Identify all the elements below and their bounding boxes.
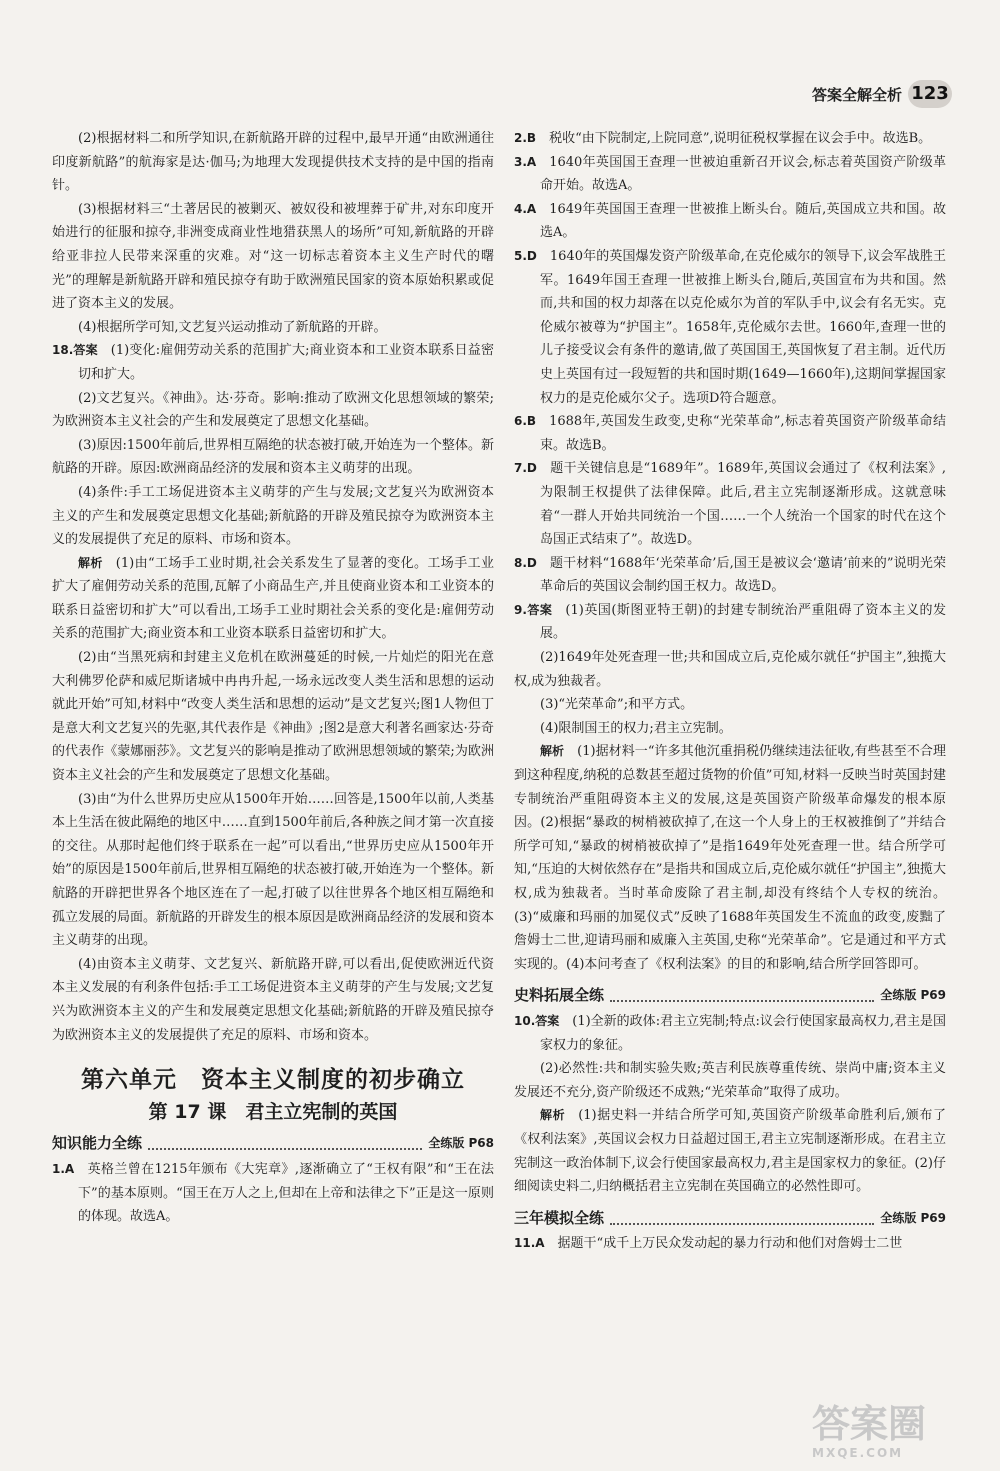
- q6-answer: [514, 410, 946, 457]
- dotted-leader: [148, 1138, 422, 1150]
- q9-answer-1: [514, 599, 946, 646]
- q3-text: 1640年英国国王查理一世被迫重新召开议会,标志着英国资产阶级革命开始。故选A。: [540, 154, 946, 194]
- q4-text: 1649年英国国王查理一世被推上断头台。随后,英国成立共和国。故选A。: [540, 201, 946, 241]
- q8-answer: [514, 552, 946, 599]
- section-title: 史料拓展全练: [514, 986, 605, 1005]
- q5-number: 5.D: [514, 248, 537, 263]
- q4-answer: [514, 198, 946, 245]
- q10-answer-2: (2)必然性:共和制实验失败;英吉利民族尊重传统、崇尚中庸;资本主义发展还不充分,资产阶级还不成熟;“光荣革命”取得了成功。: [514, 1061, 946, 1100]
- q18-explain-1-text: (1)由“工场手工业时期,社会关系发生了显著的变化。工场手工业扩大了雇佣劳动关系的范围,瓦解了小商品生产,并且使商业资本和工业资本的联系日益密切和扩大”可以看出,工场手工业时期社会关系的变化是:雇佣劳动关系的范围扩大;商业资本和工业资本联系日益密切和扩大。: [52, 555, 494, 642]
- q17-part2: (2)根据材料二和所学知识,在新航路开辟的过程中,最早开通“由欧洲通往印度新航路”的航海家是达·伽马;为地理大发现提供技术支持的是中国的指南针。: [52, 131, 494, 194]
- dotted-leader: [610, 1213, 874, 1225]
- q18-explain-label: 解析: [78, 555, 103, 570]
- q7-text: 题干关键信息是“1689年”。1689年,英国议会通过了《权利法案》,为限制王权提供了法律保障。此后,君主立宪制逐渐形成。这就意味着“一群人开始共同统治一个国……一个人统治一个国家的时代在这个岛国正式结束了”。故选D。: [540, 461, 946, 548]
- q18-explain-4: (4)由资本主义萌芽、文艺复兴、新航路开辟,可以看出,促使欧洲近代资本主义发展的有利条件包括:手工工场促进资本主义萌芽的产生与发展;文艺复兴为欧洲资本主义的产生和发展奠定思想文化基础;新航路的开辟及殖民掠夺为欧洲资本主义的发展提供了充足的原料、市场和资本。: [52, 956, 494, 1043]
- q17-part3: (3)根据材料三“土著居民的被剿灭、被奴役和被埋葬于矿井,对东印度开始进行的征服和掠夺,非洲变成商业性地猎获黑人的场所”可知,新航路的开辟给亚非拉人民带来深重的灾难。对“这一切标志着资本主义生产时代的曙光”的理解是新航路开辟和殖民掠夺有助于欧洲殖民国家的资本原始积累或促进了资本主义的发展。: [52, 201, 494, 312]
- q3-number: 3.A: [514, 154, 537, 169]
- q18-answer-4: (4)条件:手工工场促进资本主义萌芽的产生与发展;文艺复兴为欧洲资本主义的产生和发展奠定思想文化基础;新航路的开辟及殖民掠夺为欧洲资本主义的发展提供了充足的原料、市场和资本。: [52, 484, 494, 548]
- q4-number: 4.A: [514, 201, 537, 216]
- q6-number: 6.B: [514, 414, 537, 429]
- q11-answer: [514, 1232, 946, 1256]
- q2-answer: [514, 127, 946, 151]
- q10-number: 10.答案: [514, 1013, 560, 1028]
- q18-explain-2: (2)由“当黑死病和封建主义危机在欧洲蔓延的时候,一片灿烂的阳光在意大利佛罗伦萨和威尼斯诸城中冉冉升起,一场永远改变人类生活和思想的运动就此开始”可知,材料中“改变人类生活和思想的运动”是文艺复兴;图1人物但丁是意大利文艺复兴的先驱,其代表作是《神曲》;图2是意大利著名画家达·芬奇的代表作《蒙娜丽莎》。文艺复兴的影响是推动了欧洲思想领域的繁荣;为欧洲资本主义社会的产生和发展奠定了思想文化基础。: [52, 650, 494, 784]
- q10-explain: [514, 1104, 946, 1198]
- q18-number: 18.答案: [52, 343, 98, 358]
- lesson-title: 第 17 课 君主立宪制的英国: [148, 1100, 398, 1123]
- q9-explain-text: (1)据材料一“许多其他沉重捐税仍继续违法征收,有些甚至不合理到这种程度,纳税的总数甚至超过货物的价值”可知,材料一反映当时英国封建专制统治严重阻碍资本主义的发展,这是英国资产阶级革命爆发的根本原因。(2)根据“暴政的树梢被砍掉了,在这一个人身上的王权被推倒了”并结合所学可知,“暴政的树梢被砍掉了”是指1649年处死查理一世。结合所学可知,“压迫的大树依然存在”是指共和国成立后,克伦威尔就任“护国主”,独揽大权,成为独裁者。当时革命废除了君主制,却没有终结个人专权的统治。(3)“威廉和玛丽的加冕仪式”反映了1688年英国发生不流血的政变,废黜了詹姆士二世,迎请玛丽和威廉入主英国,史称“光荣革命”。它是通过和平方式实现的。(4)本问考查了《权利法案》的目的和影响,结合所学回答即可。: [514, 744, 946, 972]
- q10-explain-label: 解析: [540, 1108, 566, 1123]
- q3-answer: [514, 151, 946, 198]
- q9-number: 9.答案: [514, 602, 553, 617]
- q5-answer: [514, 245, 946, 410]
- q1-answer: [52, 1158, 494, 1229]
- q9-answer-1-text: (1)英国(斯图亚特王朝)的封建专制统治严重阻碍了资本主义的发展。: [540, 602, 946, 642]
- section-header-knowledge: [52, 1132, 494, 1156]
- section-title: 三年模拟全练: [514, 1208, 605, 1227]
- q6-text: 1688年,英国发生政变,史称“光荣革命”,标志着英国资产阶级革命结束。故选B。: [540, 414, 946, 453]
- q18-answer-1-text: (1)变化:雇佣劳动关系的范围扩大;商业资本和工业资本联系日益密切和扩大。: [78, 343, 494, 382]
- right-column: [514, 127, 946, 1256]
- q9-explain: [514, 740, 946, 976]
- header-title: 答案全解全析: [812, 85, 903, 104]
- q7-number: 7.D: [514, 461, 537, 476]
- q18-answer-1: [52, 339, 494, 386]
- q7-answer: [514, 457, 946, 551]
- q10-answer-1: [514, 1010, 946, 1057]
- q1-text: 英格兰曾在1215年颁布《大宪章》,逐渐确立了“王权有限”和“王在法下”的基本原则。“国王在万人之上,但却在上帝和法律之下”正是这一原则的体现。故选A。: [78, 1161, 494, 1225]
- watermark-main: 答案圈: [812, 1402, 927, 1446]
- q2-number: 2.B: [514, 131, 537, 145]
- q10-answer-1-text: (1)全新的政体:君主立宪制;特点:议会行使国家最高权力,君主是国家权力的象征。: [540, 1013, 946, 1053]
- q2-text: 税收“由下院制定,上院同意”,说明征税权掌握在议会手中。故选B。: [549, 131, 932, 146]
- q10-explain-text: (1)据史料一并结合所学可知,英国资产阶级革命胜利后,颁布了《权利法案》,英国议会权力日益超过国王,君主立宪制逐渐形成。在君主立宪制这一政治体制下,议会行使国家最高权力,君主是国家权力的象征。(2)仔细阅读史料二,归纳概括君主立宪制在英国确立的必然性即可。: [514, 1108, 946, 1195]
- q8-text: 题干材料“1688年‘光荣革命’后,国王是被议会‘邀请’前来的”说明光荣革命后的英国议会制约国王权力。故选D。: [540, 555, 946, 595]
- q8-number: 8.D: [514, 555, 537, 570]
- q5-text: 1640年的英国爆发资产阶级革命,在克伦威尔的领导下,议会军战胜王军。1649年国王查理一世被推上断头台,随后,英国宣布为共和国。然而,共和国的权力却落在以克伦威尔为首的军队手中,议会有名无实。克伦威尔被尊为“护国主”。1658年,克伦威尔去世。1660年,查理一世的儿子接受议会有条件的邀请,做了英国国王,英国恢复了君主制。近代历史上英国有过一段短暂的共和国时期(1649—1660年),这期间掌握国家权力的是克伦威尔父子。选项D符合题意。: [540, 248, 946, 406]
- q9-answer-2: (2)1649年处死查理一世;共和国成立后,克伦威尔就任“护国主”,独揽大权,成为独裁者。: [514, 650, 946, 689]
- q9-answer-3: (3)“光荣革命”;和平方式。: [540, 697, 694, 713]
- q18-answer-2: (2)文艺复兴。《神曲》。达·芬奇。影响:推动了欧洲文化思想领域的繁荣;为欧洲资本主义社会的产生和发展奠定了思想文化基础。: [52, 390, 494, 430]
- unit-title: 第六单元 资本主义制度的初步确立: [81, 1067, 465, 1094]
- q17-part4: (4)根据所学可知,文艺复兴运动推动了新航路的开辟。: [78, 319, 387, 335]
- q9-explain-label: 解析: [540, 744, 565, 759]
- page-number: 123: [908, 80, 952, 108]
- q18-explain-3: (3)由“为什么世界历史应从1500年开始……回答是,1500年以前,人类基本上生活在彼此隔绝的地区中……直到1500年前后,各种族之间才第一次直接的交往。从那时起他们终于联系在一起”可以看出,“世界历史应从1500年开始”的原因是1500年前后,世界相互隔绝的状态被打破,开始连为一个整体。新航路的开辟把世界各个地区连在了一起,打破了以往世界各个地区相互隔绝和孤立发展的局面。新航路的开辟发生的根本原因是欧洲商品经济的发展和资本主义萌芽的出现。: [52, 791, 495, 949]
- section-page-ref: 全练版 P69: [880, 1210, 946, 1225]
- left-column: [52, 127, 494, 1229]
- dotted-leader: [610, 990, 874, 1002]
- q11-number: 11.A: [514, 1236, 545, 1251]
- section-header-three-year: [514, 1207, 946, 1231]
- section-page-ref: 全练版 P68: [428, 1136, 494, 1151]
- watermark-sub: MXQE.COM: [812, 1446, 904, 1460]
- watermark-logo: [812, 1402, 992, 1462]
- section-title: 知识能力全练: [52, 1134, 143, 1153]
- page-header: [812, 80, 952, 108]
- section-header-sources: [514, 984, 946, 1008]
- q9-answer-4: (4)限制国王的权力;君主立宪制。: [540, 720, 732, 736]
- q11-text: 据题干“成千上万民众发动起的暴力行动和他们对詹姆士二世: [557, 1236, 903, 1252]
- q1-number: 1.A: [52, 1161, 75, 1176]
- q18-explain-1: [52, 552, 494, 646]
- section-page-ref: 全练版 P69: [880, 988, 946, 1003]
- q18-answer-3: (3)原因:1500年前后,世界相互隔绝的状态被打破,开始连为一个整体。新航路的开辟。原因:欧洲商品经济的发展和资本主义萌芽的出现。: [52, 437, 494, 477]
